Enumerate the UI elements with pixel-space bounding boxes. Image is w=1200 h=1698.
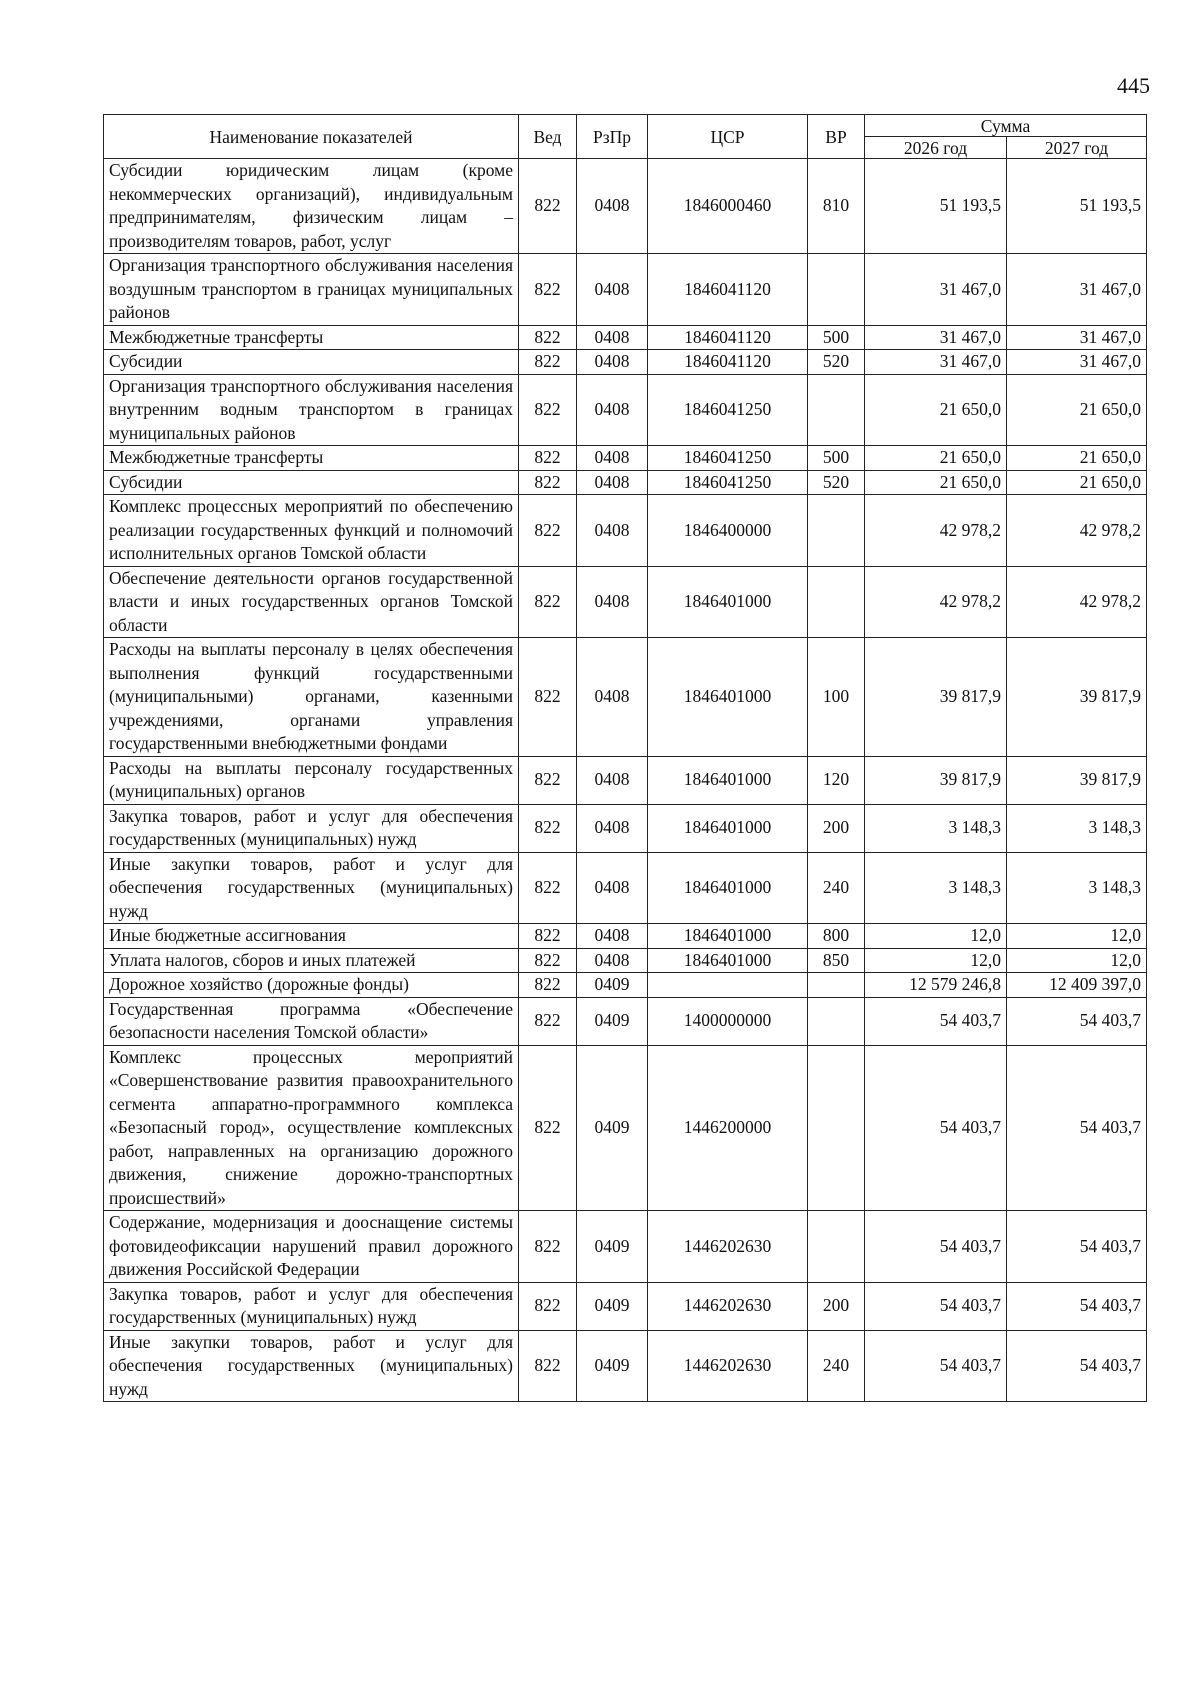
- row-csr: 1846041250: [648, 446, 808, 471]
- table-row: [104, 1211, 1147, 1283]
- row-sum-2026: 21 650,0: [865, 470, 1007, 495]
- row-name: Закупка товаров, работ и услуг для обеспечения государственных (муниципальных) нужд: [104, 804, 519, 852]
- row-csr: 1446202630: [648, 1330, 808, 1402]
- row-ved: 822: [519, 470, 577, 495]
- row-vr: 200: [808, 804, 865, 852]
- row-sum-2027: 54 403,7: [1007, 1045, 1147, 1211]
- row-name: Содержание, модернизация и дооснащение системы фотовидеофиксации нарушений правил дорожного движения Российской Федерации: [104, 1211, 519, 1283]
- row-sum-2026: 31 467,0: [865, 254, 1007, 326]
- header-ved: Вед: [519, 115, 577, 159]
- row-rzpr: 0409: [577, 1330, 648, 1402]
- table-row: [104, 470, 1147, 495]
- row-sum-2027: 3 148,3: [1007, 852, 1147, 924]
- row-sum-2027: 12 409 397,0: [1007, 973, 1147, 998]
- table-row: [104, 924, 1147, 949]
- header-vr: ВР: [808, 115, 865, 159]
- row-name: Государственная программа «Обеспечение безопасности населения Томской области»: [104, 997, 519, 1045]
- row-name: Уплата налогов, сборов и иных платежей: [104, 948, 519, 973]
- row-ved: 822: [519, 374, 577, 446]
- row-sum-2027: 39 817,9: [1007, 638, 1147, 757]
- row-rzpr: 0408: [577, 446, 648, 471]
- header-sum: Сумма: [865, 115, 1147, 137]
- row-sum-2027: 39 817,9: [1007, 756, 1147, 804]
- row-vr: [808, 566, 865, 638]
- header-csr: ЦСР: [648, 115, 808, 159]
- row-ved: 822: [519, 350, 577, 375]
- row-vr: 500: [808, 325, 865, 350]
- row-sum-2026: 3 148,3: [865, 852, 1007, 924]
- row-sum-2026: 12,0: [865, 924, 1007, 949]
- row-sum-2026: 54 403,7: [865, 1282, 1007, 1330]
- table-row: [104, 852, 1147, 924]
- row-sum-2026: 21 650,0: [865, 374, 1007, 446]
- header-year-2026: 2026 год: [865, 137, 1007, 159]
- row-sum-2026: 54 403,7: [865, 1211, 1007, 1283]
- row-csr: 1846400000: [648, 495, 808, 567]
- row-vr: [808, 495, 865, 567]
- row-sum-2026: 12,0: [865, 948, 1007, 973]
- header-year-2027: 2027 год: [1007, 137, 1147, 159]
- row-rzpr: 0408: [577, 924, 648, 949]
- row-name: Иные закупки товаров, работ и услуг для обеспечения государственных (муниципальных) нужд: [104, 1330, 519, 1402]
- row-ved: 822: [519, 804, 577, 852]
- row-csr: 1446200000: [648, 1045, 808, 1211]
- row-ved: 822: [519, 997, 577, 1045]
- row-rzpr: 0408: [577, 254, 648, 326]
- row-vr: [808, 997, 865, 1045]
- row-sum-2026: 39 817,9: [865, 638, 1007, 757]
- row-name: Иные закупки товаров, работ и услуг для обеспечения государственных (муниципальных) нужд: [104, 852, 519, 924]
- row-rzpr: 0408: [577, 948, 648, 973]
- table-row: [104, 374, 1147, 446]
- row-ved: 822: [519, 495, 577, 567]
- row-vr: [808, 1211, 865, 1283]
- budget-table: [103, 114, 1147, 1402]
- row-vr: 850: [808, 948, 865, 973]
- row-sum-2027: 31 467,0: [1007, 254, 1147, 326]
- row-rzpr: 0408: [577, 852, 648, 924]
- row-rzpr: 0408: [577, 756, 648, 804]
- row-ved: 822: [519, 1330, 577, 1402]
- row-vr: 100: [808, 638, 865, 757]
- table-row: [104, 1282, 1147, 1330]
- row-vr: 520: [808, 350, 865, 375]
- row-vr: 810: [808, 159, 865, 254]
- row-vr: 520: [808, 470, 865, 495]
- row-name: Субсидии: [104, 470, 519, 495]
- row-csr: 1846401000: [648, 756, 808, 804]
- row-sum-2027: 12,0: [1007, 948, 1147, 973]
- row-sum-2026: 21 650,0: [865, 446, 1007, 471]
- row-name: Межбюджетные трансферты: [104, 325, 519, 350]
- row-ved: 822: [519, 1045, 577, 1211]
- row-sum-2027: 54 403,7: [1007, 1282, 1147, 1330]
- row-sum-2027: 51 193,5: [1007, 159, 1147, 254]
- row-name: Комплекс процессных мероприятий «Совершенствование развития правоохранительного сегмента аппаратно-программного комплекса «Безопасный город», осуществление комплексных работ, направленных на организацию дорожного движения, снижение дорожно-транспортных происшествий»: [104, 1045, 519, 1211]
- table-body: [104, 159, 1147, 1402]
- row-csr: 1846000460: [648, 159, 808, 254]
- row-sum-2026: 54 403,7: [865, 997, 1007, 1045]
- row-vr: 800: [808, 924, 865, 949]
- row-csr: 1846401000: [648, 924, 808, 949]
- row-vr: 200: [808, 1282, 865, 1330]
- row-ved: 822: [519, 948, 577, 973]
- row-rzpr: 0409: [577, 997, 648, 1045]
- header-rzpr: РзПр: [577, 115, 648, 159]
- row-name: Комплекс процессных мероприятий по обеспечению реализации государственных функций и полномочий исполнительных органов Томской области: [104, 495, 519, 567]
- row-vr: 240: [808, 852, 865, 924]
- table-row: [104, 446, 1147, 471]
- row-vr: 120: [808, 756, 865, 804]
- row-csr: 1846041120: [648, 325, 808, 350]
- row-name: Иные бюджетные ассигнования: [104, 924, 519, 949]
- row-vr: [808, 973, 865, 998]
- row-ved: 822: [519, 756, 577, 804]
- table-header: [104, 115, 1147, 159]
- row-sum-2026: 31 467,0: [865, 350, 1007, 375]
- row-name: Субсидии: [104, 350, 519, 375]
- table-row: [104, 1330, 1147, 1402]
- row-sum-2026: 42 978,2: [865, 566, 1007, 638]
- row-sum-2027: 21 650,0: [1007, 446, 1147, 471]
- row-rzpr: 0409: [577, 1045, 648, 1211]
- row-sum-2026: 39 817,9: [865, 756, 1007, 804]
- row-rzpr: 0409: [577, 973, 648, 998]
- row-ved: 822: [519, 852, 577, 924]
- row-name: Дорожное хозяйство (дорожные фонды): [104, 973, 519, 998]
- table-row: [104, 1045, 1147, 1211]
- row-ved: 822: [519, 1211, 577, 1283]
- row-sum-2026: 3 148,3: [865, 804, 1007, 852]
- row-name: Обеспечение деятельности органов государственной власти и иных государственных органов Томской области: [104, 566, 519, 638]
- row-sum-2027: 54 403,7: [1007, 1211, 1147, 1283]
- row-sum-2026: 54 403,7: [865, 1045, 1007, 1211]
- row-csr: 1846041120: [648, 350, 808, 375]
- row-sum-2026: 12 579 246,8: [865, 973, 1007, 998]
- table-row: [104, 495, 1147, 567]
- table-row: [104, 756, 1147, 804]
- row-sum-2027: 3 148,3: [1007, 804, 1147, 852]
- row-csr: 1846401000: [648, 638, 808, 757]
- row-name: Закупка товаров, работ и услуг для обеспечения государственных (муниципальных) нужд: [104, 1282, 519, 1330]
- row-sum-2027: 31 467,0: [1007, 325, 1147, 350]
- row-csr: 1846401000: [648, 852, 808, 924]
- row-ved: 822: [519, 1282, 577, 1330]
- row-ved: 822: [519, 638, 577, 757]
- row-rzpr: 0408: [577, 350, 648, 375]
- row-ved: 822: [519, 924, 577, 949]
- table-row: [104, 159, 1147, 254]
- row-sum-2027: 21 650,0: [1007, 374, 1147, 446]
- row-csr: 1446202630: [648, 1211, 808, 1283]
- row-rzpr: 0408: [577, 470, 648, 495]
- row-ved: 822: [519, 325, 577, 350]
- row-vr: [808, 1045, 865, 1211]
- row-ved: 822: [519, 973, 577, 998]
- row-rzpr: 0408: [577, 566, 648, 638]
- row-name: Расходы на выплаты персоналу в целях обеспечения выполнения функций государственными (муниципальными) органами, казенными учреждениями, органами управления государственными внебюджетными фондами: [104, 638, 519, 757]
- row-sum-2027: 54 403,7: [1007, 997, 1147, 1045]
- row-csr: 1846401000: [648, 804, 808, 852]
- row-sum-2027: 31 467,0: [1007, 350, 1147, 375]
- row-sum-2026: 31 467,0: [865, 325, 1007, 350]
- row-name: Субсидии юридическим лицам (кроме некоммерческих организаций), индивидуальным предпринимателям, физическим лицам – производителям товаров, работ, услуг: [104, 159, 519, 254]
- table-row: [104, 254, 1147, 326]
- row-ved: 822: [519, 446, 577, 471]
- row-csr: 1400000000: [648, 997, 808, 1045]
- row-rzpr: 0409: [577, 1282, 648, 1330]
- row-rzpr: 0408: [577, 638, 648, 757]
- page-number: 445: [1117, 73, 1150, 98]
- table-row: [104, 948, 1147, 973]
- row-name: Организация транспортного обслуживания населения воздушным транспортом в границах муниципальных районов: [104, 254, 519, 326]
- table-row: [104, 997, 1147, 1045]
- row-sum-2027: 42 978,2: [1007, 566, 1147, 638]
- row-rzpr: 0408: [577, 374, 648, 446]
- row-vr: 500: [808, 446, 865, 471]
- row-sum-2027: 42 978,2: [1007, 495, 1147, 567]
- row-ved: 822: [519, 566, 577, 638]
- table-row: [104, 566, 1147, 638]
- row-csr: 1846041250: [648, 374, 808, 446]
- row-sum-2026: 51 193,5: [865, 159, 1007, 254]
- row-ved: 822: [519, 254, 577, 326]
- row-csr: 1446202630: [648, 1282, 808, 1330]
- row-name: Организация транспортного обслуживания населения внутренним водным транспортом в границах муниципальных районов: [104, 374, 519, 446]
- table-row: [104, 350, 1147, 375]
- row-vr: 240: [808, 1330, 865, 1402]
- row-rzpr: 0408: [577, 495, 648, 567]
- row-sum-2027: 21 650,0: [1007, 470, 1147, 495]
- row-csr: 1846041120: [648, 254, 808, 326]
- row-ved: 822: [519, 159, 577, 254]
- row-csr: 1846041250: [648, 470, 808, 495]
- row-rzpr: 0408: [577, 159, 648, 254]
- row-csr: [648, 973, 808, 998]
- row-name: Расходы на выплаты персоналу государственных (муниципальных) органов: [104, 756, 519, 804]
- row-sum-2027: 12,0: [1007, 924, 1147, 949]
- row-sum-2027: 54 403,7: [1007, 1330, 1147, 1402]
- table-row: [104, 638, 1147, 757]
- header-name: Наименование показателей: [104, 115, 519, 159]
- row-vr: [808, 374, 865, 446]
- table-row: [104, 804, 1147, 852]
- row-vr: [808, 254, 865, 326]
- row-rzpr: 0409: [577, 1211, 648, 1283]
- row-sum-2026: 54 403,7: [865, 1330, 1007, 1402]
- row-rzpr: 0408: [577, 804, 648, 852]
- row-sum-2026: 42 978,2: [865, 495, 1007, 567]
- row-csr: 1846401000: [648, 948, 808, 973]
- row-rzpr: 0408: [577, 325, 648, 350]
- table-row: [104, 973, 1147, 998]
- row-name: Межбюджетные трансферты: [104, 446, 519, 471]
- table-row: [104, 325, 1147, 350]
- row-csr: 1846401000: [648, 566, 808, 638]
